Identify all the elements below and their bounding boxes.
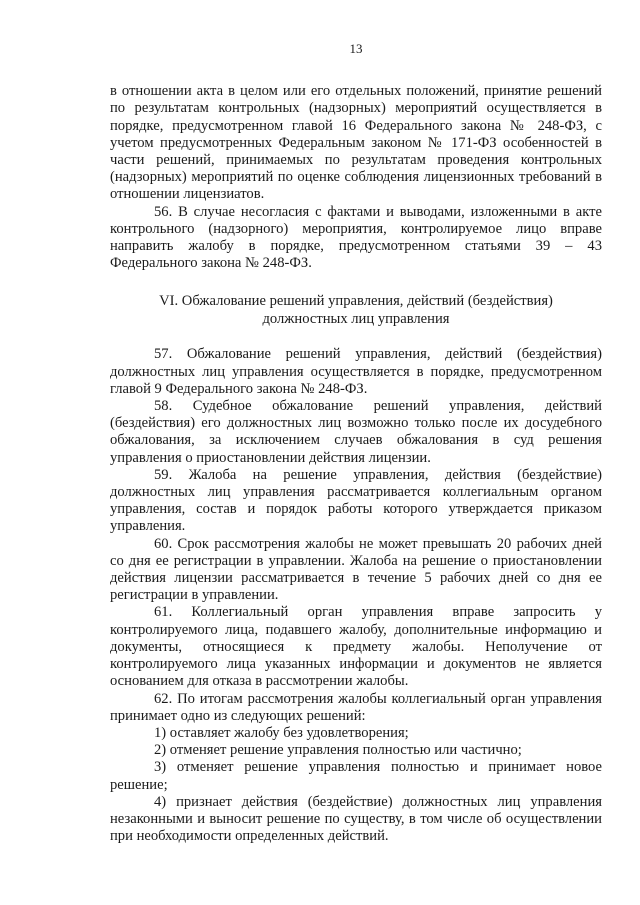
paragraph-60: 60. Срок рассмотрения жалобы не может превышать 20 рабочих дней со дня ее регистрации в управлении. Жалоба на решение о приостановлении действия лицензии рассматривается в течение 5 рабочих дней со дня ее регистрации в управлении. [110, 535, 602, 604]
decision-item: 3) отменяет решение управления полностью и принимает новое решение; [110, 759, 602, 793]
section-heading-line-1: VI. Обжалование решений управления, действий (бездействия) [159, 293, 553, 310]
decision-item: 4) признает действия (бездействие) должностных лиц управления незаконными и выносит решение по существу, в том числе об осуществлении при необходимости определенных действий. [110, 793, 602, 845]
section-heading [110, 292, 602, 328]
paragraph-62: 62. По итогам рассмотрения жалобы коллегиальный орган управления принимает одно из следующих решений: [110, 690, 602, 724]
paragraph-intro: в отношении акта в целом или его отдельных положений, принятие решений по результатам контрольных (надзорных) мероприятий осуществляется в порядке, предусмотренном главой 16 Федерального закона № 248-ФЗ, с учетом предусмотренных Федеральным законом № 171-ФЗ особенностей в части решений, принимаемых по результатам проведения контрольных (надзорных) мероприятий по оценке соблюдения лицензионных требований в отношении лицензиатов. [110, 83, 602, 203]
paragraph-61: 61. Коллегиальный орган управления вправе запросить у контролируемого лица, подавшего жалобу, дополнительные информацию и документы, относящиеся к предмету жалобы. Неполучение от контролируемого лица указанных информации и документов не является основанием для отказа в рассмотрении жалобы. [110, 604, 602, 690]
decision-item: 2) отменяет решение управления полностью или частично; [154, 742, 522, 759]
section-heading-line-2: должностных лиц управления [262, 311, 450, 328]
paragraph-58: 58. Судебное обжалование решений управления, действий (бездействия) его должностных лиц возможно только после их досудебного обжалования, за исключением случаев обжалования в суд решения управления о приостановлении действия лицензии. [110, 398, 602, 466]
paragraph-57: 57. Обжалование решений управления, действий (бездействия) должностных лиц управления осуществляется в порядке, предусмотренном главой 9 Федерального закона № 248-ФЗ. [110, 346, 602, 397]
page-number: 13 [349, 41, 363, 56]
paragraph-56: 56. В случае несогласия с фактами и выводами, изложенными в акте контрольного (надзорного) мероприятия, контролируемое лицо вправе направить жалобу в порядке, предусмотренном статьями 39 – 43 Федерального закона № 248-ФЗ. [110, 203, 602, 272]
decision-item: 1) оставляет жалобу без удовлетворения; [154, 724, 409, 741]
paragraph-59: 59. Жалоба на решение управления, действия (бездействие) должностных лиц управления рассматривается коллегиальным органом управления, состав и порядок работы которого утверждается приказом управления. [110, 466, 602, 535]
